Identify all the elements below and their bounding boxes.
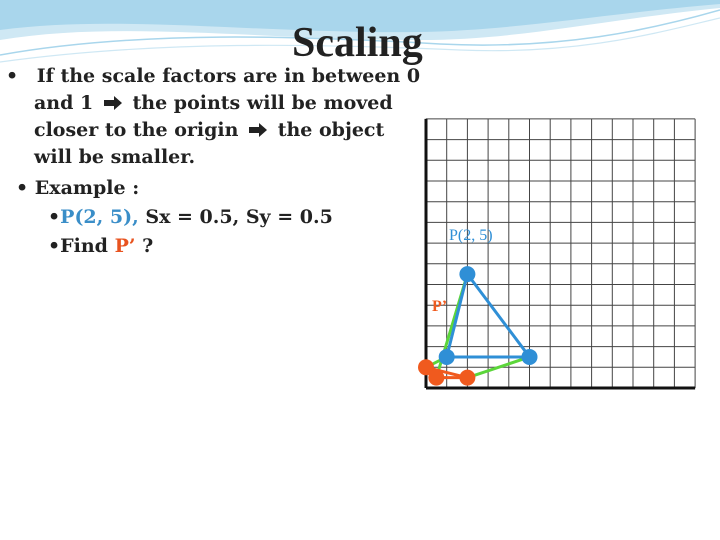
original-triangle-vertex xyxy=(522,349,538,365)
axes xyxy=(426,119,695,388)
bullet-main-text-2a: and 1 xyxy=(34,92,94,114)
bullet-main-text-1: If the scale factors are in between 0 xyxy=(36,65,421,87)
bullet-main-text-3a: closer to the origin xyxy=(34,119,239,141)
question-mark: ? xyxy=(142,235,154,257)
bullet-marker: • xyxy=(48,206,61,228)
bullet-main-text-2b: the points will be moved xyxy=(132,92,393,114)
bullet-marker: • xyxy=(6,65,19,87)
original-triangle-edge xyxy=(447,274,468,357)
bullet-marker: • xyxy=(48,235,61,257)
bullet-marker: • xyxy=(16,177,29,199)
find-label: Find xyxy=(60,235,108,257)
p-prime-label: P’ xyxy=(114,235,136,257)
original-triangle-vertex xyxy=(439,349,455,365)
example-label: Example : xyxy=(34,177,140,199)
slide-title: Scaling xyxy=(292,20,423,66)
original-triangle-edge xyxy=(467,274,529,357)
scale-factors-text: Sx = 0.5, Sy = 0.5 xyxy=(145,206,333,228)
bullet-main-text-3b: the object xyxy=(277,119,385,141)
scaled-triangle-vertex xyxy=(428,370,444,386)
grid xyxy=(426,119,695,388)
point-p-label: P(2, 5), xyxy=(60,206,139,228)
bullet-main-line4: will be smaller. xyxy=(34,146,196,168)
original-triangle-vertex xyxy=(459,266,475,282)
scaled-triangle-vertex xyxy=(459,370,475,386)
point-p-diagram-label: P(2, 5) xyxy=(449,227,493,244)
point-p-prime-diagram-label: P’ xyxy=(432,298,448,315)
